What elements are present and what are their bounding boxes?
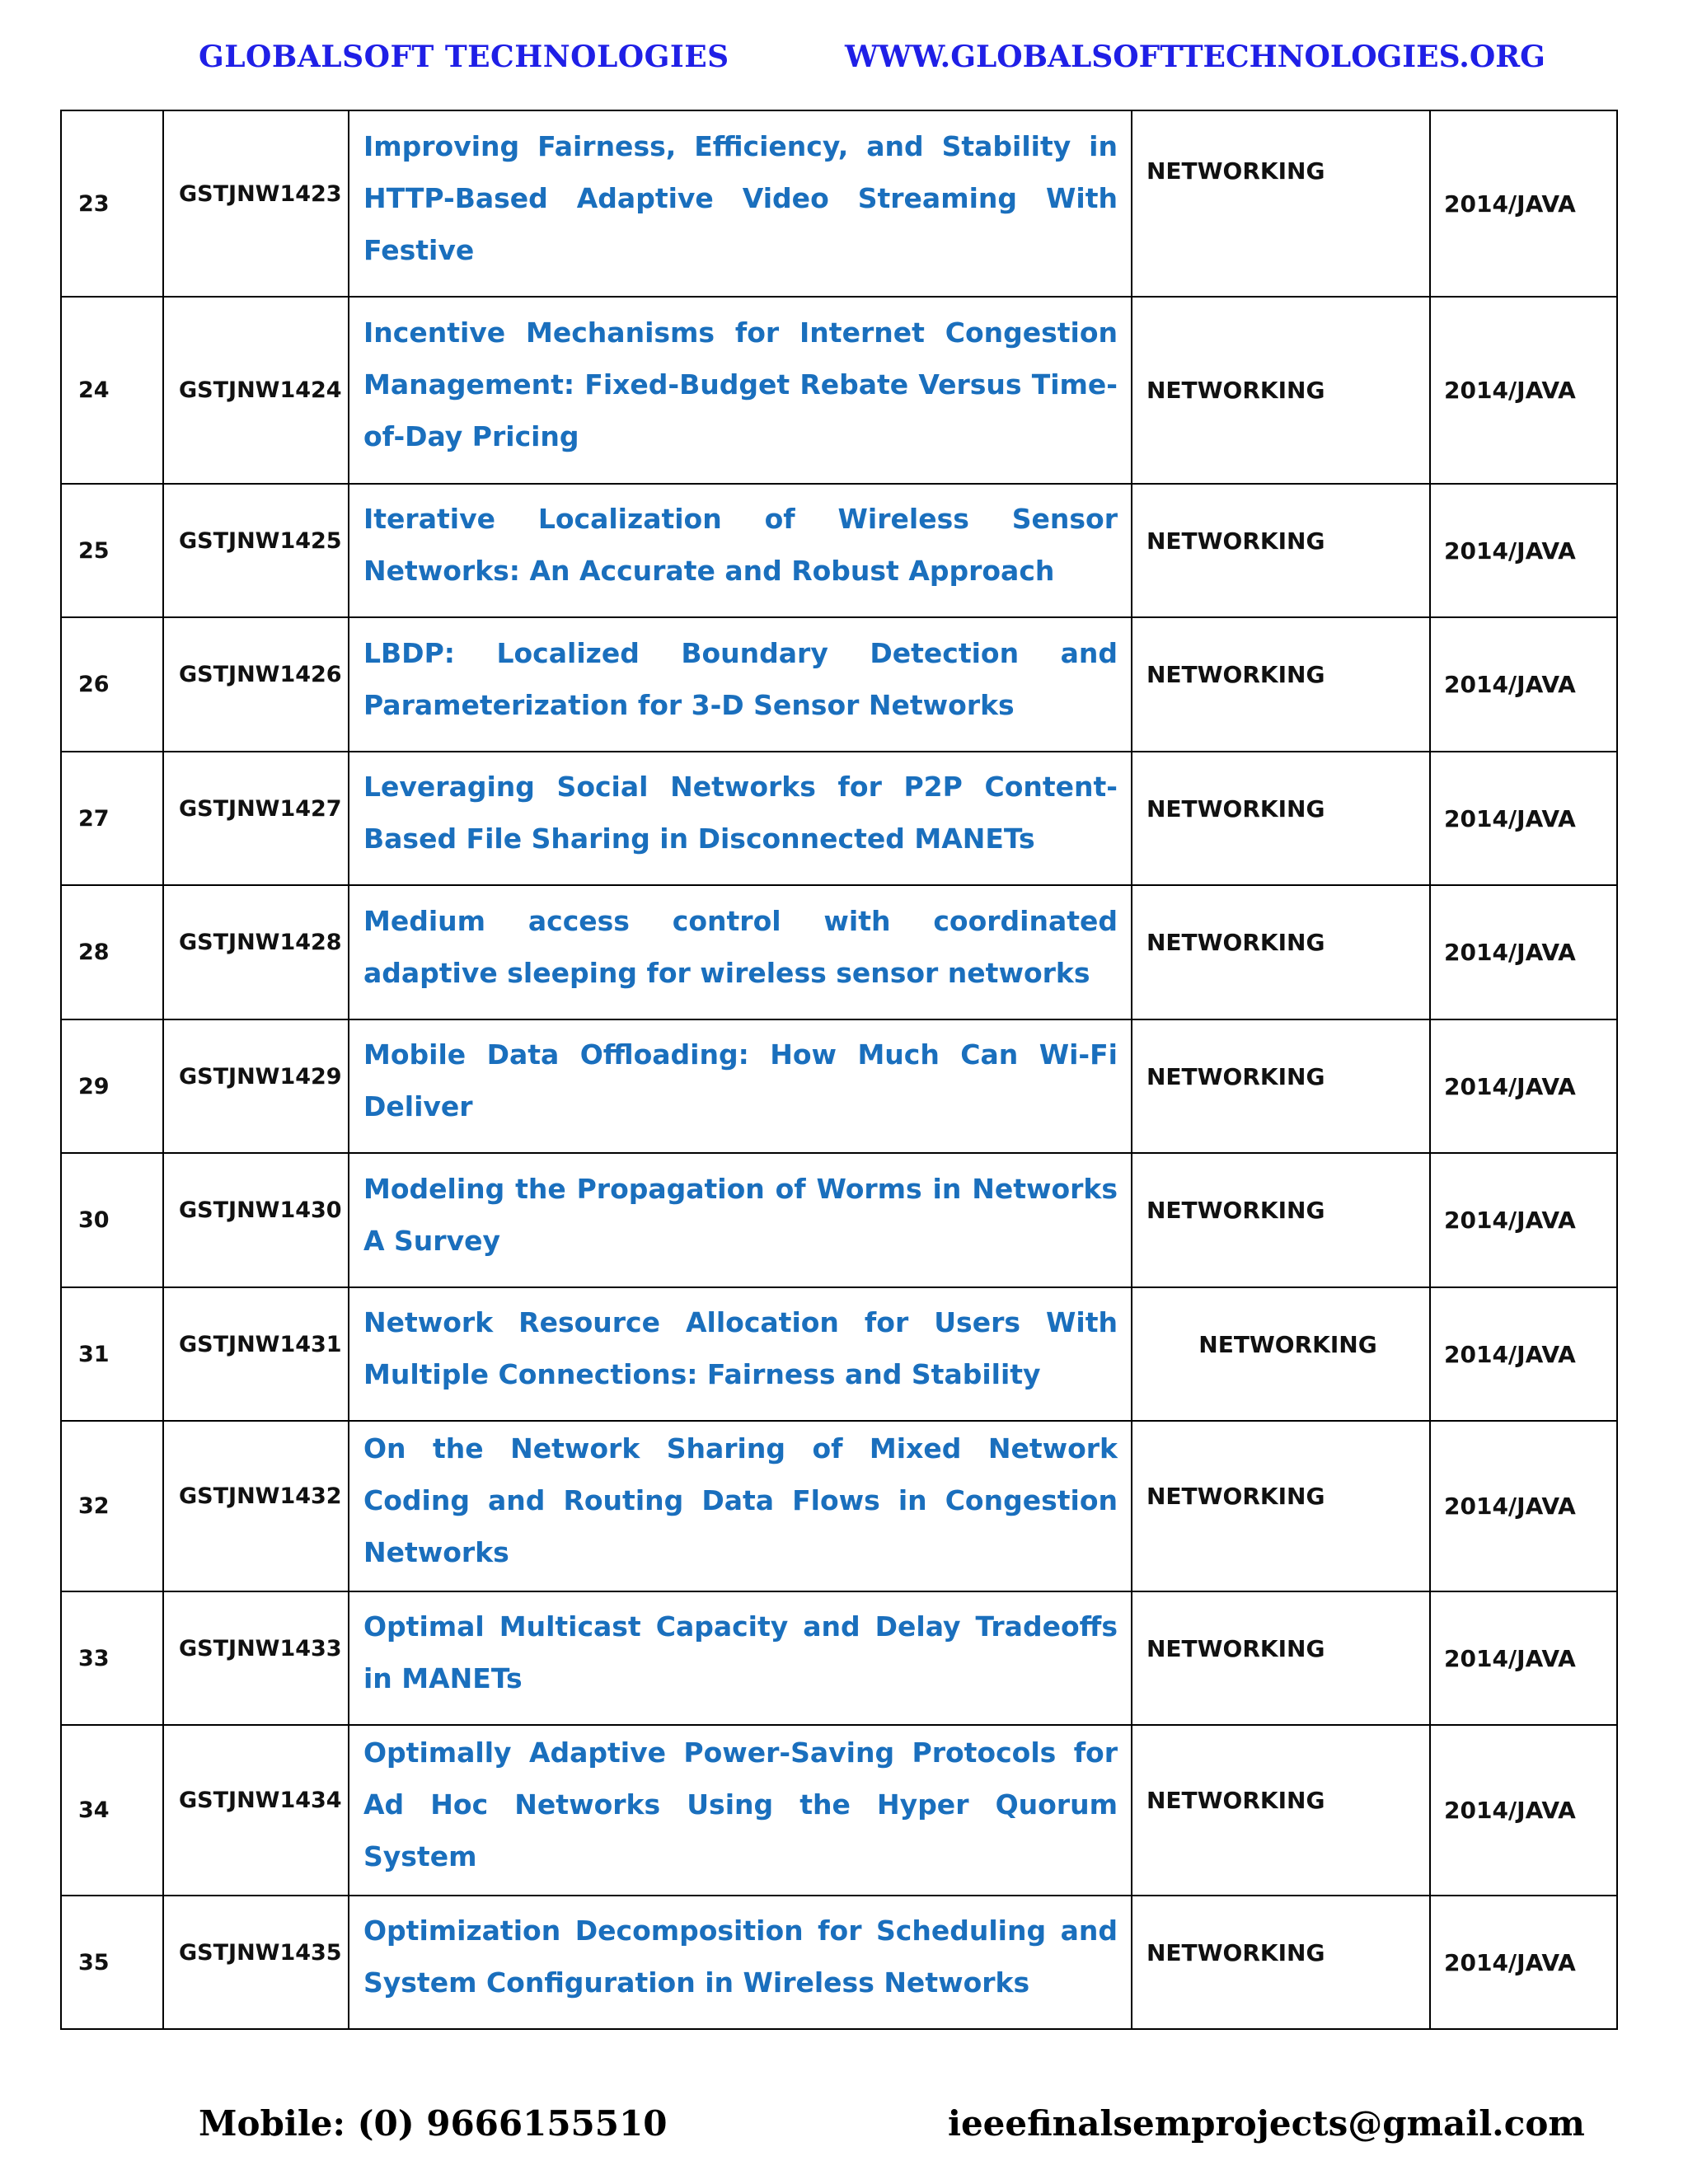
project-domain (1132, 110, 1430, 297)
project-code (163, 617, 349, 752)
company-name: GLOBALSOFT TECHNOLOGIES (199, 40, 729, 74)
project-domain (1132, 484, 1430, 617)
project-title-text: Medium access control with coordinated adaptive sleeping for wireless sensor networks (363, 904, 1118, 989)
project-title-text: Network Resource Allocation for Users With Multiple Connections: Fairness and Stability (363, 1306, 1118, 1390)
page-header (0, 33, 1688, 82)
project-title (349, 617, 1132, 752)
project-code (163, 1421, 349, 1591)
project-year: 2014/JAVA (1430, 1591, 1617, 1725)
project-code-text: GSTJNW1424 (179, 377, 342, 403)
project-year: 2014/JAVA (1430, 484, 1617, 617)
table-row (61, 484, 1617, 617)
project-year: 2014/JAVA (1430, 617, 1617, 752)
table-row (61, 1591, 1617, 1725)
project-title-text: Leveraging Social Networks for P2P Content-Based File Sharing in Disconnected MANETs (363, 771, 1118, 855)
project-year: 2014/JAVA (1430, 1019, 1617, 1153)
project-year: 2014/JAVA (1430, 885, 1617, 1019)
project-title (349, 1153, 1132, 1287)
project-title (349, 110, 1132, 297)
project-title (349, 484, 1132, 617)
project-title-text: Incentive Mechanisms for Internet Congestion Management: Fixed-Budget Rebate Versus Time-of-Day Pricing (363, 316, 1118, 452)
project-code (163, 885, 349, 1019)
project-year: 2014/JAVA (1430, 1421, 1617, 1591)
project-code-text: GSTJNW1434 (179, 1788, 342, 1813)
serial-number: 23 (61, 110, 163, 297)
project-domain (1132, 1896, 1430, 2029)
serial-number: 27 (61, 752, 163, 885)
project-domain-text: NETWORKING (1146, 1634, 1325, 1662)
table-row (61, 297, 1617, 484)
project-domain-text: NETWORKING (1198, 1330, 1377, 1358)
project-code-text: GSTJNW1429 (179, 1063, 342, 1090)
project-code (163, 1896, 349, 2029)
table-row (61, 885, 1617, 1019)
table-row (61, 1287, 1617, 1421)
mobile-number: Mobile: (0) 9666155510 (199, 2103, 668, 2144)
project-domain-text: NETWORKING (1146, 1197, 1325, 1224)
project-code (163, 1725, 349, 1896)
project-year: 2014/JAVA (1430, 752, 1617, 885)
serial-number: 29 (61, 1019, 163, 1153)
project-domain (1132, 1421, 1430, 1591)
project-title-text: Modeling the Propagation of Worms in Networks A Survey (363, 1172, 1118, 1257)
project-domain (1132, 885, 1430, 1019)
project-domain (1132, 752, 1430, 885)
project-domain-text: NETWORKING (1146, 794, 1325, 823)
serial-number: 32 (61, 1421, 163, 1591)
page-footer (0, 2103, 1688, 2153)
project-code (163, 297, 349, 484)
project-domain-text: NETWORKING (1146, 1787, 1325, 1814)
project-code-text: GSTJNW1431 (179, 1331, 342, 1357)
project-title (349, 297, 1132, 484)
project-title-text: LBDP: Localized Boundary Detection and Parameterization for 3-D Sensor Networks (363, 636, 1118, 721)
project-domain (1132, 617, 1430, 752)
table-row (61, 1153, 1617, 1287)
project-year: 2014/JAVA (1430, 110, 1617, 297)
project-domain-text: NETWORKING (1146, 1062, 1325, 1090)
table-row (61, 617, 1617, 752)
project-title-text: On the Network Sharing of Mixed Network Coding and Routing Data Flows in Congestion Networks (363, 1432, 1118, 1568)
project-domain (1132, 1591, 1430, 1725)
project-code-text: GSTJNW1435 (179, 1939, 342, 1966)
project-code-text: GSTJNW1432 (179, 1483, 342, 1509)
project-domain-text: NETWORKING (1146, 377, 1325, 404)
table-row (61, 1421, 1617, 1591)
project-code (163, 752, 349, 885)
project-domain (1132, 1725, 1430, 1896)
project-domain-text: NETWORKING (1146, 1938, 1325, 1966)
project-code-text: GSTJNW1425 (179, 527, 342, 554)
project-year: 2014/JAVA (1430, 1153, 1617, 1287)
project-domain (1132, 1153, 1430, 1287)
project-table (60, 110, 1618, 2030)
serial-number: 34 (61, 1725, 163, 1896)
project-code-text: GSTJNW1433 (179, 1635, 342, 1661)
serial-number: 33 (61, 1591, 163, 1725)
website-url[interactable]: WWW.GLOBALSOFTTECHNOLOGIES.ORG (845, 40, 1545, 74)
project-code (163, 1153, 349, 1287)
contact-email[interactable]: ieeefinalsemprojects@gmail.com (948, 2103, 1585, 2144)
project-title-text: Optimally Adaptive Power-Saving Protocols for Ad Hoc Networks Using the Hyper Quorum System (363, 1736, 1118, 1872)
serial-number: 31 (61, 1287, 163, 1421)
serial-number: 30 (61, 1153, 163, 1287)
project-year: 2014/JAVA (1430, 1725, 1617, 1896)
project-domain-text: NETWORKING (1146, 157, 1325, 185)
table-row (61, 1725, 1617, 1896)
table-row (61, 1896, 1617, 2029)
project-title (349, 1287, 1132, 1421)
serial-number: 28 (61, 885, 163, 1019)
project-title (349, 1725, 1132, 1896)
table-row (61, 1019, 1617, 1153)
project-code-text: GSTJNW1426 (179, 662, 342, 687)
project-code (163, 484, 349, 617)
project-title (349, 885, 1132, 1019)
project-title (349, 752, 1132, 885)
serial-number: 25 (61, 484, 163, 617)
project-code (163, 110, 349, 297)
serial-number: 24 (61, 297, 163, 484)
project-domain-text: NETWORKING (1146, 1483, 1325, 1510)
project-domain-text: NETWORKING (1146, 527, 1325, 555)
project-code (163, 1019, 349, 1153)
project-domain (1132, 1019, 1430, 1153)
project-domain-text: NETWORKING (1146, 929, 1325, 956)
project-code (163, 1287, 349, 1421)
project-title (349, 1421, 1132, 1591)
project-domain (1132, 1287, 1430, 1421)
project-title-text: Optimal Multicast Capacity and Delay Tradeoffs in MANETs (363, 1610, 1118, 1694)
project-domain (1132, 297, 1430, 484)
project-title-text: Mobile Data Offloading: How Much Can Wi-Fi Deliver (363, 1038, 1118, 1122)
project-domain-text: NETWORKING (1146, 661, 1325, 688)
project-code-text: GSTJNW1428 (179, 930, 342, 955)
project-title-text: Iterative Localization of Wireless Sensor Networks: An Accurate and Robust Approach (363, 503, 1118, 587)
project-year: 2014/JAVA (1430, 1896, 1617, 2029)
project-code-text: GSTJNW1423 (179, 180, 342, 207)
project-year: 2014/JAVA (1430, 297, 1617, 484)
project-title (349, 1019, 1132, 1153)
serial-number: 26 (61, 617, 163, 752)
project-title-text: Improving Fairness, Efficiency, and Stability in HTTP-Based Adaptive Video Streaming With Festive (363, 129, 1118, 266)
project-code (163, 1591, 349, 1725)
serial-number: 35 (61, 1896, 163, 2029)
project-title-text: Optimization Decomposition for Scheduling and System Configuration in Wireless Networks (363, 1915, 1118, 1999)
project-title (349, 1591, 1132, 1725)
project-year: 2014/JAVA (1430, 1287, 1617, 1421)
project-code-text: GSTJNW1427 (179, 795, 342, 822)
project-title (349, 1896, 1132, 2029)
table-row (61, 752, 1617, 885)
project-code-text: GSTJNW1430 (179, 1197, 342, 1223)
table-row (61, 110, 1617, 297)
